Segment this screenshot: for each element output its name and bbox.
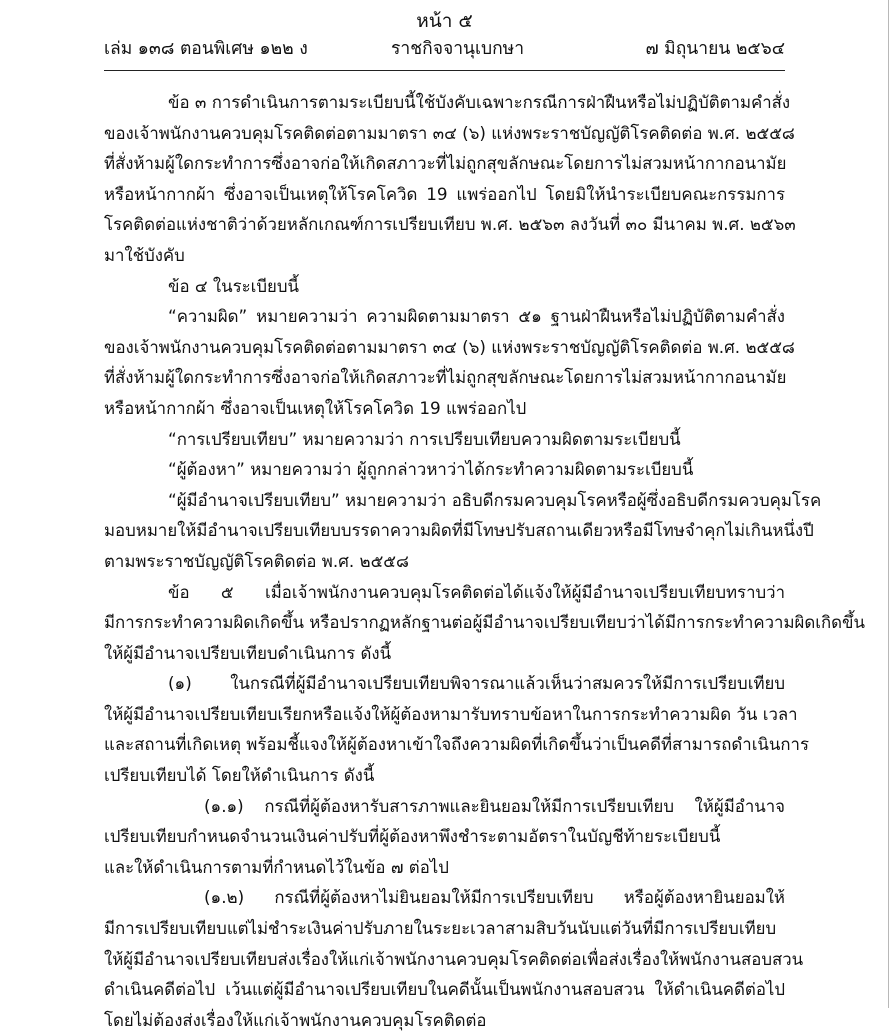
page-number: หน้า ๕ <box>416 10 473 32</box>
text-line: “ความผิด” หมายความว่า ความผิดตามมาตรา ๕๑ ฐานฝ่าฝืนหรือไม่ปฏิบัติตามคำสั่ง <box>168 306 785 327</box>
header-rule <box>104 70 785 71</box>
paragraph <box>104 577 865 669</box>
paragraph <box>104 791 785 883</box>
text-line: ตามพระราชบัญญัติโรคติดต่อ พ.ศ. ๒๕๕๘ <box>104 550 409 571</box>
text-line: เปรียบเทียบกำหนดจำนวนเงินค่าปรับที่ผู้ต้องหาพึงชำระตามอัตราในบัญชีท้ายระเบียบนี้ <box>104 826 721 847</box>
header-gazette-title: ราชกิจจานุเบกษา <box>391 39 525 59</box>
text-line: และให้ดำเนินการตามที่กำหนดไว้ในข้อ ๗ ต่อไป <box>104 856 449 877</box>
text-line: หรือหน้ากากผ้า ซึ่งอาจเป็นเหตุให้โรคโควิด 19 แพร่ออกไป โดยมิให้นำระเบียบคณะกรรมการ <box>104 183 785 204</box>
text-line: ที่สั่งห้ามผู้ใดกระทำการซึ่งอาจก่อให้เกิดสภาวะที่ไม่ถูกสุขลักษณะโดยการไม่สวมหน้ากากอนามัย <box>104 153 787 174</box>
text-line: มีการเปรียบเทียบแต่ไม่ชำระเงินค่าปรับภายในระยะเวลาสามสิบวันนับแต่วันที่มีการเปรียบเทียบ <box>104 918 777 939</box>
text-line: (๑.๑) กรณีที่ผู้ต้องหารับสารภาพและยินยอมให้มีการเปรียบเทียบ ให้ผู้มีอำนาจ <box>204 795 785 816</box>
text-line: ข้อ ๕ เมื่อเจ้าพนักงานควบคุมโรคติดต่อได้แจ้งให้ผู้มีอำนาจเปรียบเทียบทราบว่า <box>168 581 785 602</box>
text-line: ข้อ ๔ ในระเบียบนี้ <box>168 275 299 296</box>
text-line: โรคติดต่อแห่งชาติว่าด้วยหลักเกณฑ์การเปรียบเทียบ พ.ศ. ๒๕๖๓ ลงวันที่ ๓๐ มีนาคม พ.ศ. ๒๕๖๓ <box>104 214 796 235</box>
paragraph <box>104 87 796 271</box>
text-line: ของเจ้าพนักงานควบคุมโรคติดต่อตามมาตรา ๓๔ (๖) แห่งพระราชบัญญัติโรคติดต่อ พ.ศ. ๒๕๕๘ <box>104 122 795 143</box>
text-line: ให้ผู้มีอำนาจเปรียบเทียบดำเนินการ ดังนี้ <box>104 642 392 663</box>
text-line: (๑) ในกรณีที่ผู้มีอำนาจเปรียบเทียบพิจารณาแล้วเห็นว่าสมควรให้มีการเปรียบเทียบ <box>168 673 785 694</box>
header-date: ๗ มิถุนายน ๒๕๖๔ <box>645 39 785 59</box>
text-line: “ผู้มีอำนาจเปรียบเทียบ” หมายความว่า อธิบดีกรมควบคุมโรคหรือผู้ซึ่งอธิบดีกรมควบคุมโรค <box>168 489 822 510</box>
document-body <box>104 87 865 1035</box>
header-volume-issue: เล่ม ๑๓๘ ตอนพิเศษ ๑๒๒ ง <box>104 39 308 59</box>
text-line: ดำเนินคดีต่อไป เว้นแต่ผู้มีอำนาจเปรียบเทียบในคดีนั้นเป็นพนักงานสอบสวน ให้ดำเนินคดีต่อไป <box>104 979 785 1000</box>
gazette-header <box>104 36 785 62</box>
text-line: “การเปรียบเทียบ” หมายความว่า การเปรียบเทียบความผิดตามระเบียบนี้ <box>168 428 681 449</box>
text-line: ให้ผู้มีอำนาจเปรียบเทียบส่งเรื่องให้แก่เจ้าพนักงานควบคุมโรคติดต่อเพื่อส่งเรื่องให้พนักงานสอบสวน <box>104 948 804 969</box>
paragraph <box>104 271 785 302</box>
paragraph <box>104 424 785 455</box>
text-line: มาใช้บังคับ <box>104 244 185 265</box>
text-line: โดยไม่ต้องส่งเรื่องให้แก่เจ้าพนักงานควบคุมโรคติดต่อ <box>104 1009 487 1030</box>
paragraph <box>104 485 822 577</box>
text-line: และสถานที่เกิดเหตุ พร้อมชี้แจงให้ผู้ต้องหาเข้าใจถึงความผิดที่เกิดขึ้นว่าเป็นคดีที่สามารถดำเนินการ <box>104 734 809 755</box>
paragraph <box>104 454 785 485</box>
paragraph <box>104 882 804 1035</box>
paragraph <box>104 668 809 790</box>
paragraph <box>104 301 795 423</box>
text-line: ให้ผู้มีอำนาจเปรียบเทียบเรียกหรือแจ้งให้ผู้ต้องหามารับทราบข้อหาในการกระทำความผิด วัน เวลา <box>104 703 798 724</box>
text-line: มอบหมายให้มีอำนาจเปรียบเทียบบรรดาความผิดที่มีโทษปรับสถานเดียวหรือมีโทษจำคุกไม่เกินหนึ่งปี <box>104 520 814 541</box>
text-line: เปรียบเทียบได้ โดยให้ดำเนินการ ดังนี้ <box>104 765 375 786</box>
text-line: “ผู้ต้องหา” หมายความว่า ผู้ถูกกล่าวหาว่าได้กระทำความผิดตามระเบียบนี้ <box>168 459 694 480</box>
text-line: (๑.๒) กรณีที่ผู้ต้องหาไม่ยินยอมให้มีการเปรียบเทียบ หรือผู้ต้องหายินยอมให้ <box>204 887 785 908</box>
text-line: หรือหน้ากากผ้า ซึ่งอาจเป็นเหตุให้โรคโควิด 19 แพร่ออกไป <box>104 397 527 418</box>
text-line: มีการกระทำความผิดเกิดขึ้น หรือปรากฏหลักฐานต่อผู้มีอำนาจเปรียบเทียบว่าได้มีการกระทำความผิดเกิดขึ้น <box>104 612 865 633</box>
text-line: ของเจ้าพนักงานควบคุมโรคติดต่อตามมาตรา ๓๔ (๖) แห่งพระราชบัญญัติโรคติดต่อ พ.ศ. ๒๕๕๘ <box>104 336 795 357</box>
text-line: ที่สั่งห้ามผู้ใดกระทำการซึ่งอาจก่อให้เกิดสภาวะที่ไม่ถูกสุขลักษณะโดยการไม่สวมหน้ากากอนามัย <box>104 367 787 388</box>
text-line: ข้อ ๓ การดำเนินการตามระเบียบนี้ใช้บังคับเฉพาะกรณีการฝ่าฝืนหรือไม่ปฏิบัติตามคำสั่ง <box>168 92 791 112</box>
